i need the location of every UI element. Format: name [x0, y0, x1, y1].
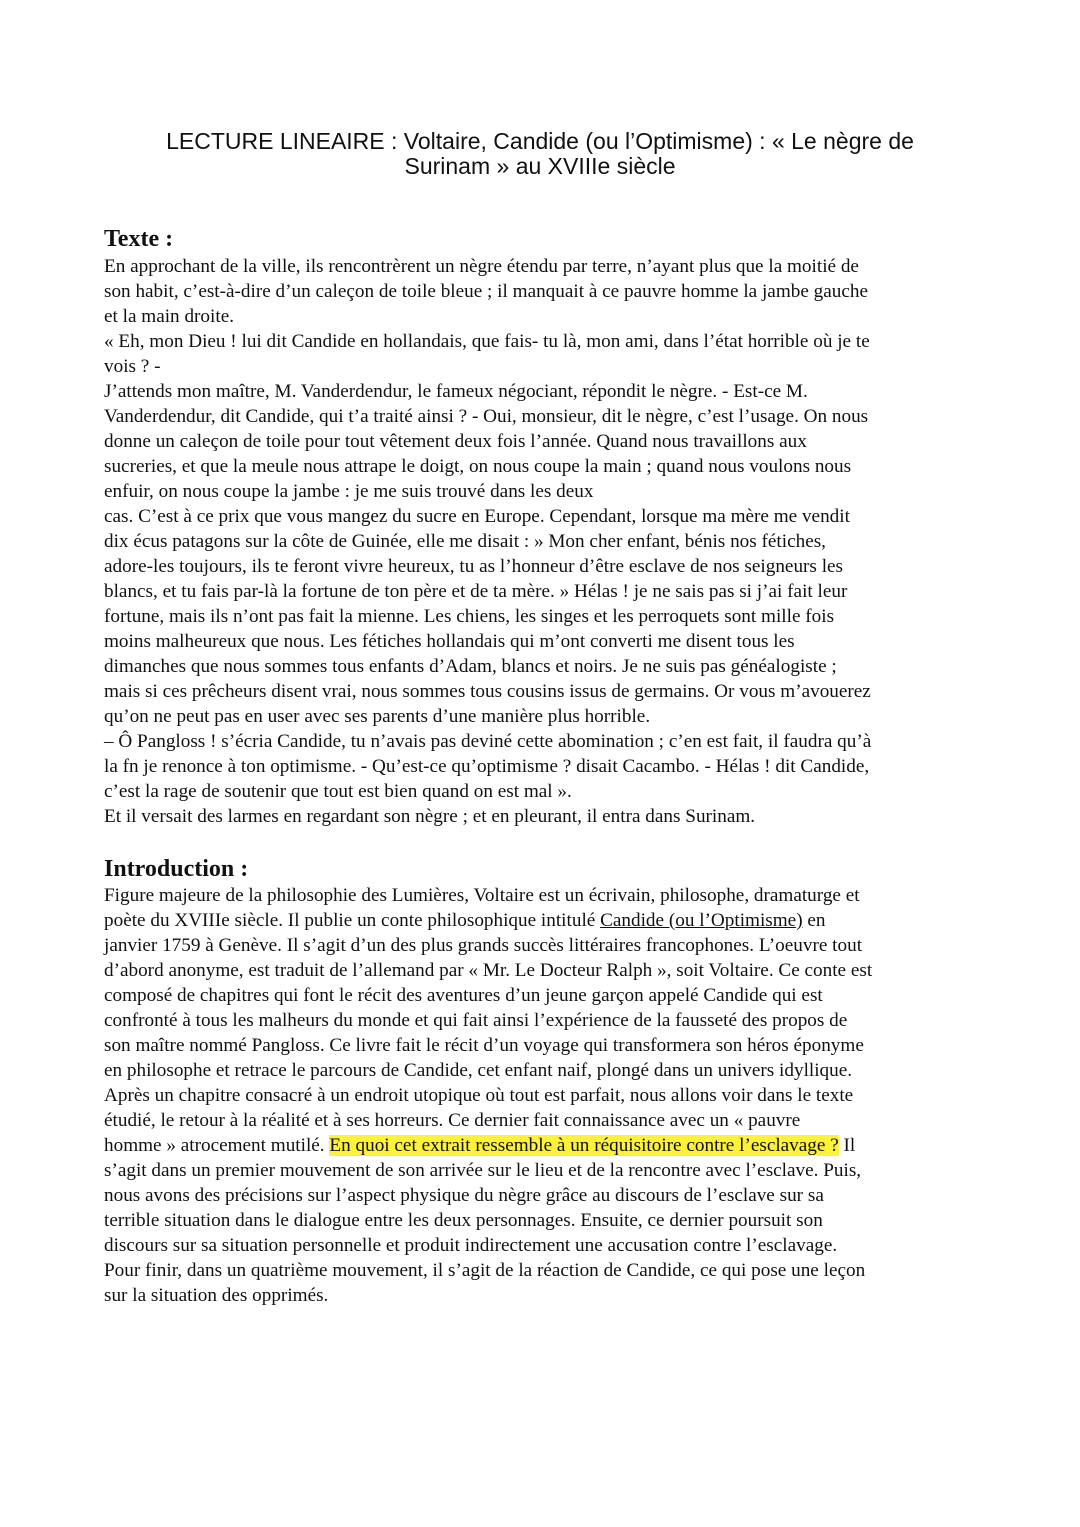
intro-line: Pour finir, dans un quatrième mouvement, il s’agit de la réaction de Candide, ce qui pose une leçon [104, 1260, 866, 1281]
intro-line: Après un chapitre consacré à un endroit utopique où tout est parfait, nous allons voir dans le texte [104, 1085, 854, 1106]
texte-line: et la main droite. [104, 306, 235, 327]
texte-line: enfuir, on nous coupe la jambe : je me suis trouvé dans les deux [104, 481, 594, 502]
texte-line: adore-les toujours, ils te feront vivre heureux, tu as l’honneur d’être esclave de nos seigneurs les [104, 556, 844, 577]
texte-line: « Eh, mon Dieu ! lui dit Candide en hollandais, que fais- tu là, mon ami, dans l’état horrible où je te [104, 331, 870, 352]
intro-text: homme » atrocement mutilé. [104, 1135, 330, 1156]
texte-line: J’attends mon maître, M. Vanderdendur, le fameux négociant, répondit le nègre. - Est-ce M. [104, 381, 808, 402]
intro-line: sur la situation des opprimés. [104, 1285, 329, 1306]
texte-line: sucreries, et que la meule nous attrape le doigt, on nous coupe la main ; quand nous voulons nous [104, 456, 852, 477]
title-line: LECTURE LINEAIRE : Voltaire, Candide (ou l’Optimisme) : « Le nègre de [166, 128, 914, 154]
intro-line: étudié, le retour à la réalité et à ses horreurs. Ce dernier fait connaissance avec un « pauvre [104, 1110, 801, 1131]
book-title-underlined: Candide (ou l’Optimisme) [600, 910, 803, 931]
intro-line: en philosophe et retrace le parcours de Candide, cet enfant naif, plongé dans un univers idyllique. [104, 1060, 853, 1081]
intro-line: terrible situation dans le dialogue entre les deux personnages. Ensuite, ce dernier poursuit son [104, 1210, 823, 1231]
intro-line: s’agit dans un premier mouvement de son arrivée sur le lieu et de la rencontre avec l’esclave. Puis, [104, 1160, 862, 1181]
texte-line: c’est la rage de soutenir que tout est bien quand on est mal ». [104, 781, 572, 802]
texte-line: mais si ces prêcheurs disent vrai, nous sommes tous cousins issus de germains. Or vous m’avouerez [104, 681, 871, 702]
intro-line: confronté à tous les malheurs du monde et qui fait ainsi l’expérience de la fausseté des propos de [104, 1010, 848, 1031]
intro-line: discours sur sa situation personnelle et produit indirectement une accusation contre l’esclavage. [104, 1235, 838, 1256]
intro-text: Il [838, 1135, 856, 1156]
texte-line: fortune, mais ils n’ont pas fait la mienne. Les chiens, les singes et les perroquets sont mille fois [104, 606, 835, 627]
title-line: Surinam » au XVIIIe siècle [404, 153, 676, 179]
intro-line: composé de chapitres qui font le récit des aventures d’un jeune garçon appelé Candide qui est [104, 985, 823, 1006]
intro-text: en [802, 910, 826, 931]
problematique-highlight: En quoi cet extrait ressemble à un réquisitoire contre l’esclavage ? [329, 1135, 839, 1156]
texte-line: cas. C’est à ce prix que vous mangez du sucre en Europe. Cependant, lorsque ma mère me vendit [104, 506, 850, 527]
texte-body [104, 254, 976, 829]
introduction-heading: Introduction : [104, 856, 249, 882]
texte-line: blancs, et tu fais par-là la fortune de ton père et de ta mère. » Hélas ! je ne sais pas si j’ai fait leur [104, 581, 848, 602]
texte-line: la fn je renonce à ton optimisme. - Qu’est-ce qu’optimisme ? disait Cacambo. - Hélas ! dit Candide, [104, 756, 870, 777]
texte-heading: Texte : [104, 226, 174, 252]
texte-line: moins malheureux que nous. Les fétiches hollandais qui m’ont converti me disent tous les [104, 631, 795, 652]
intro-line: son maître nommé Pangloss. Ce livre fait le récit d’un voyage qui transformera son héros éponyme [104, 1035, 864, 1056]
intro-text: poète du XVIIIe siècle. Il publie un conte philosophique intitulé [104, 910, 601, 931]
intro-line: Figure majeure de la philosophie des Lumières, Voltaire est un écrivain, philosophe, dramaturge et [104, 885, 860, 906]
intro-line [104, 908, 976, 933]
texte-line: Et il versait des larmes en regardant son nègre ; et en pleurant, il entra dans Surinam. [104, 806, 756, 827]
texte-line: – Ô Pangloss ! s’écria Candide, tu n’avais pas deviné cette abomination ; c’en est fait, il faudra qu’à [104, 731, 872, 752]
texte-line: En approchant de la ville, ils rencontrèrent un nègre étendu par terre, n’ayant plus que la moitié de [104, 256, 859, 277]
texte-line: dix écus patagons sur la côte de Guinée, elle me disait : » Mon cher enfant, bénis nos fétiches, [104, 531, 826, 552]
texte-line: qu’on ne peut pas en user avec ses parents d’une manière plus horrible. [104, 706, 651, 727]
introduction-body [104, 883, 976, 1308]
intro-line: janvier 1759 à Genève. Il s’agit d’un des plus grands succès littéraires francophones. L’oeuvre tout [104, 935, 863, 956]
intro-line [104, 1133, 976, 1158]
texte-line: Vanderdendur, dit Candide, qui t’a traité ainsi ? - Oui, monsieur, dit le nègre, c’est l’usage. On nous [104, 406, 869, 427]
texte-line: son habit, c’est-à-dire d’un caleçon de toile bleue ; il manquait à ce pauvre homme la jambe gauche [104, 281, 868, 302]
page-title [104, 126, 976, 179]
texte-line: vois ? - [104, 356, 161, 377]
intro-line: nous avons des précisions sur l’aspect physique du nègre grâce au discours de l’esclave sur sa [104, 1185, 824, 1206]
texte-line: dimanches que nous sommes tous enfants d’Adam, blancs et noirs. Je ne suis pas généalogiste ; [104, 656, 837, 677]
texte-line: donne un caleçon de toile pour tout vêtement deux fois l’année. Quand nous travaillons aux [104, 431, 807, 452]
intro-line: d’abord anonyme, est traduit de l’allemand par « Mr. Le Docteur Ralph », soit Voltaire. Ce conte est [104, 960, 873, 981]
